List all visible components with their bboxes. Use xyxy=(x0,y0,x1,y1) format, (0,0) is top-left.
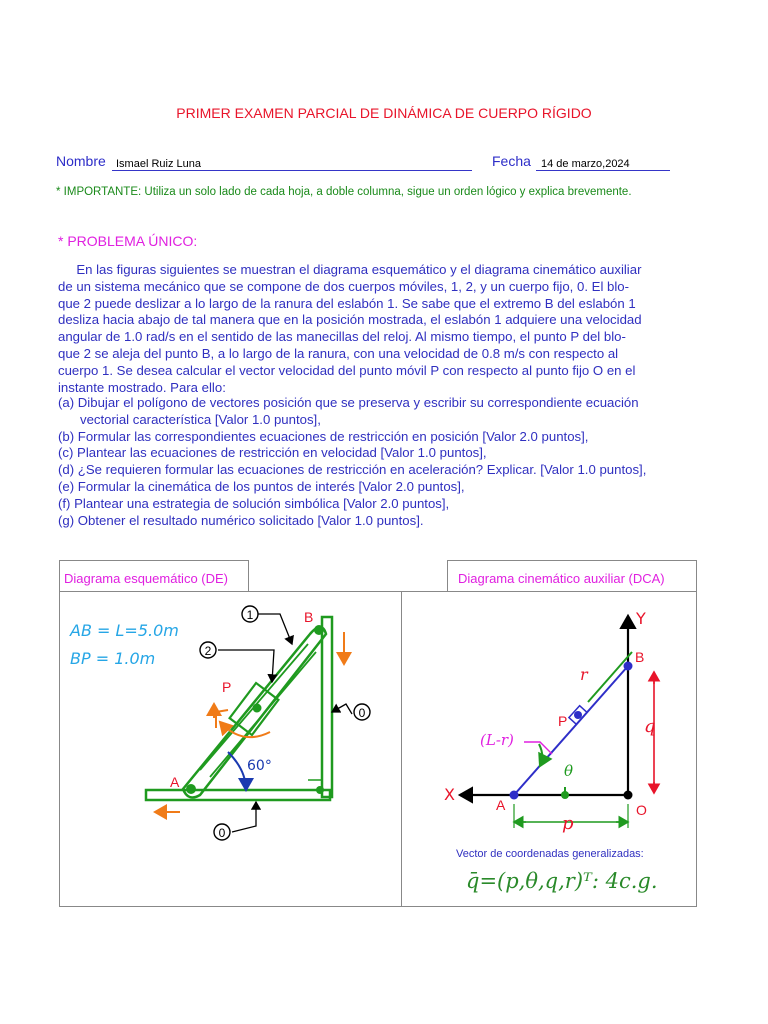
point-p-marker xyxy=(253,704,262,713)
task-item-e: (e) Formular la cinemática de los puntos de interés [Valor 2.0 puntos], xyxy=(58,478,465,494)
dot-o xyxy=(624,791,633,800)
dca-label: Diagrama cinemático auxiliar (DCA) xyxy=(458,571,665,586)
callout-0-ground-text: 0 xyxy=(218,826,226,840)
dca-label-r: r xyxy=(580,665,588,684)
name-label: Nombre xyxy=(56,153,106,169)
dca-label-p: P xyxy=(558,713,568,729)
dot-ground xyxy=(561,791,569,799)
label-60: 60° xyxy=(247,758,272,774)
label-a: A xyxy=(170,774,180,790)
problem-line: angular de 1.0 rad/s en el sentido de las manecillas del reloj. Al mismo tiempo, el punto P del blo- xyxy=(58,329,626,345)
problem-statement xyxy=(58,262,718,396)
dca-label-a: A xyxy=(496,797,506,813)
vector-expression: q̄=(p,θ,q,r)ᵀ: 4c.g. xyxy=(466,869,658,893)
label-b: B xyxy=(304,609,314,625)
callout-0-wall-text: 0 xyxy=(358,706,366,720)
problem-line: de un sistema mecánico que se compone de dos cuerpos móviles, 1, 2, y un cuerpo fijo, 0. El blo- xyxy=(58,278,630,294)
dot-p xyxy=(574,711,582,719)
callout-2-text: 2 xyxy=(204,644,212,658)
dca-label-lr: (L-r) xyxy=(480,731,514,749)
pin-b xyxy=(314,625,324,635)
task-item-f: (f) Plantear una estrategia de solución simbólica [Valor 2.0 puntos], xyxy=(58,495,450,511)
date-underline xyxy=(536,170,670,171)
page-title: PRIMER EXAMEN PARCIAL DE DINÁMICA DE CUERPO RÍGIDO xyxy=(176,105,592,121)
wall-bar xyxy=(322,617,332,797)
dca-label-p-dim: p xyxy=(562,813,574,834)
lr-leader xyxy=(524,742,552,754)
problem-line: que 2 se aleja del punto B, a lo largo de la ranura, con una velocidad de 0.8 m/s con respecto al xyxy=(58,345,619,361)
problem-line: En las figuras siguientes se muestran el diagrama esquemático y el diagrama cinemático auxiliar xyxy=(58,262,642,277)
name-value: Ismael Ruiz Luna xyxy=(116,158,201,170)
dca-label-theta: θ xyxy=(564,762,574,780)
task-list xyxy=(58,395,728,529)
task-item-c: (c) Plantear las ecuaciones de restricción en velocidad [Valor 1.0 puntos], xyxy=(58,445,487,461)
task-item-d: (d) ¿Se requieren formular las ecuaciones de restricción en aceleración? Explicar. [Valor 1.0 puntos], xyxy=(58,462,647,478)
dot-a xyxy=(510,791,519,800)
dca-label-q: q xyxy=(644,716,656,737)
leader-0-wall xyxy=(332,704,352,714)
theta-arc xyxy=(539,744,542,766)
callout-1-text: 1 xyxy=(246,608,254,622)
important-note: * IMPORTANTE: Utiliza un solo lado de cada hoja, a doble columna, sigue un orden lógico y explica brevemente. xyxy=(56,186,632,198)
task-item-g: (g) Obtener el resultado numérico solicitado [Valor 1.0 puntos]. xyxy=(58,512,424,528)
dim-r-line xyxy=(588,652,632,702)
problem-line: que 2 puede deslizar a lo largo de la ranura del eslabón 1. Se sabe que el extremo B del eslabón 1 xyxy=(58,295,636,311)
task-item-b: (b) Formular las correspondientes ecuaciones de restricción en posición [Valor 2.0 puntos], xyxy=(58,428,589,444)
problem-line: cuerpo 1. Se desea calcular el vector velocidad del punto móvil P con respecto al punto fijo O en el xyxy=(58,362,636,378)
given-bp: BP = 1.0m xyxy=(70,649,156,668)
pin-a xyxy=(186,784,196,794)
axis-x-label: X xyxy=(444,785,455,804)
ground-bar xyxy=(146,790,330,800)
label-p: P xyxy=(222,679,232,695)
problem-heading: * PROBLEMA ÚNICO: xyxy=(58,233,198,249)
date-label: Fecha xyxy=(492,153,531,169)
given-ab: AB = L=5.0m xyxy=(70,621,179,640)
name-underline xyxy=(112,170,472,171)
corner-dot xyxy=(316,786,324,794)
dca-label-o: O xyxy=(636,802,647,818)
dot-b xyxy=(624,662,633,671)
problem-line: instante mostrado. Para ello: xyxy=(58,379,226,395)
task-item-a-cont: vectorial característica [Valor 1.0 puntos], xyxy=(58,411,321,427)
dca-label-b: B xyxy=(635,649,645,665)
schematic-diagram xyxy=(60,592,401,906)
leader-1 xyxy=(258,614,292,644)
vector-caption: Vector de coordenadas generalizadas: xyxy=(456,848,644,860)
problem-line: desliza hacia abajo de tal manera que en la posición mostrada, el eslabón 1 adquiere una velocidad xyxy=(58,312,642,328)
leader-0-ground xyxy=(232,802,256,832)
de-label: Diagrama esquemático (DE) xyxy=(64,571,229,586)
leader-2 xyxy=(218,650,274,682)
task-item-a: (a) Dibujar el polígono de vectores posición que se preserva y escribir su correspondiente ecuación xyxy=(58,395,639,410)
axis-y-label: Y xyxy=(636,609,646,628)
date-value: 14 de marzo,2024 xyxy=(541,158,630,170)
